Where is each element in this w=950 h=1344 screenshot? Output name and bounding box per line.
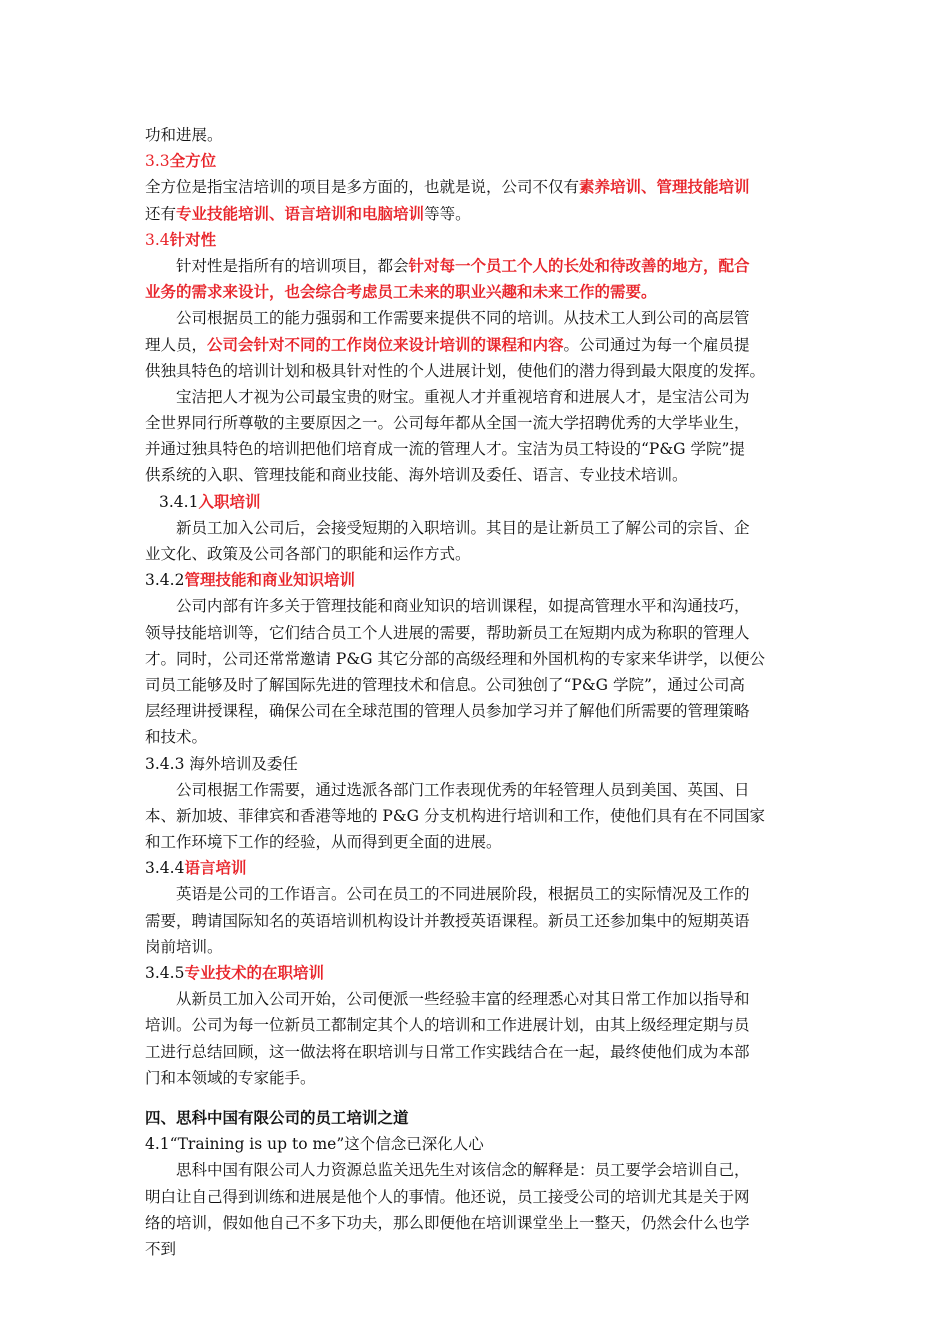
paragraph-line [145,253,810,279]
paragraph-line: 供独具特色的培训计划和极具针对性的个人进展计划，使他们的潜力得到最大限度的发挥。 [145,361,766,380]
highlight-text: 业务的需求来设计，也会综合考虑员工未来的职业兴趣和未来工作的需要。 [145,283,657,302]
section-title: 专业技术的在职培训 [184,964,324,982]
paragraph-line: 业文化、政策及公司各部门的职能和运作方式。 [145,545,471,563]
section-heading-3-4-4 [145,855,810,881]
paragraph-line: 工进行总结回顾，这一做法将在职培训与日常工作实践结合在一起，最终使他们成为本部 [145,1042,750,1061]
paragraph-line: 公司内部有许多关于管理技能和商业知识的培训课程，如提高管理水平和沟通技巧， [176,597,750,616]
text-run: 理人员， [145,335,208,354]
paragraph-line: 本、新加坡、菲律宾和香港等地的 P&G 分支机构进行培训和工作，使他们具有在不同国家 [145,806,765,825]
paragraph-line: 需要，聘请国际知名的英语培训机构设计并教授英语课程。新员工还参加集中的短期英语 [145,911,750,930]
paragraph-line: 并通过独具特色的培训把他们培育成一流的管理人才。宝洁为员工特设的“P&G 学院”提 [145,440,745,459]
paragraph-line: 明白让自己得到训练和进展是他个人的事情。他还说，员工接受公司的培训尤其是关于网 [145,1187,750,1206]
text-run: 。公司通过为每一个雇员提 [563,335,750,354]
paragraph-line: 和工作环境下工作的经验，从而得到更全面的进展。 [145,833,502,852]
paragraph-line: 功和进展。 [145,126,223,144]
section-number: 3.4.2 [145,571,185,590]
paragraph-line: 培训。公司为每一位新员工都制定其个人的培训和工作进展计划，由其上级经理定期与员 [145,1016,750,1035]
section-heading-3-4-3: 3.4.3 海外培训及委任 [145,754,298,773]
paragraph-line: 从新员工加入公司开始，公司便派一些经验丰富的经理悉心对其日常工作加以指导和 [176,990,750,1009]
text-run: 针对性是指所有的培训项目，都会 [176,256,409,275]
highlight-text: 专业技能培训 [176,204,270,223]
paragraph-line: 公司根据员工的能力强弱和工作需要来提供不同的培训。从技术工人到公司的高层管 [176,309,750,328]
paragraph-line: 才。同时，公司还常常邀请 P&G 其它分部的高级经理和外国机构的专家来华讲学，以便公 [145,649,765,668]
paragraph-line: 门和本领域的专家能手。 [145,1068,316,1087]
highlight-text: 、 [641,178,657,197]
paragraph-line: 思科中国有限公司人力资源总监关迅先生对该信念的解释是：员工要学会培训自己， [176,1161,750,1180]
paragraph-line: 英语是公司的工作语言。公司在员工的不同进展阶段，根据员工的实际情况及工作的 [176,885,750,904]
paragraph-line: 全世界同行所尊敬的主要原因之一。公司每年都从全国一流大学招聘优秀的大学毕业生， [145,414,750,433]
section-title: 全方位 [169,152,217,171]
section-heading-3-4-5 [145,960,810,986]
section-heading-3-4-2 [145,567,810,593]
section-heading-3-3 [145,148,810,174]
section-heading-4-1: 4.1“Training is up to me”这个信念已深化人心 [145,1135,484,1154]
paragraph-line [145,279,810,305]
section-number: 3.3 [145,152,170,171]
paragraph-line: 宝洁把人才视为公司最宝贵的财宝。重视人才并重视培育和进展人才，是宝洁公司为 [176,387,750,406]
paragraph-line [145,201,810,227]
paragraph-line [145,332,810,358]
section-number: 3.4.1 [159,492,199,511]
section-title: 入职培训 [198,492,261,511]
section-heading-3-4-1 [145,489,810,515]
section-number: 3.4.4 [145,859,185,878]
paragraph-line: 供系统的入职、管理技能和商业技能、海外培训及委任、语言、专业技术培训。 [145,466,688,485]
text-run: 还有 [145,204,177,223]
highlight-text: 针对每一个员工个人的长处和待改善的地方，配合 [408,256,750,275]
chapter-heading: 四、思科中国有限公司的员工培训之道 [145,1108,409,1127]
paragraph-line: 公司根据工作需要，通过选派各部门工作表现优秀的年轻管理人员到美国、英国、日 [176,780,750,799]
spacer [145,1091,810,1105]
paragraph-line: 和技术。 [145,728,208,747]
highlight-text: 管理技能培训 [656,178,750,197]
section-title: 语言培训 [184,859,247,878]
highlight-text: 公司会针对不同的工作岗位来设计培训的课程和内容 [207,335,564,354]
paragraph-line: 领导技能培训等，它们结合员工个人进展的需要，帮助新员工在短期内成为称职的管理人 [145,623,750,642]
section-number: 3.4.5 [145,964,185,982]
paragraph-line: 层经理讲授课程，确保公司在全球范围的管理人员参加学习并了解他们所需要的管理策略 [145,702,750,721]
highlight-text: 语言培训和电脑培训 [284,204,425,223]
section-number: 3.4 [145,230,170,249]
paragraph-line: 络的培训，假如他自己不多下功夫，那么即便他在培训课堂坐上一整天，仍然会什么也学 [145,1213,750,1232]
highlight-text: 素养培训 [579,178,642,197]
section-heading-3-4 [145,227,810,253]
text-run: 全方位是指宝洁培训的项目是多方面的，也就是说，公司不仅有 [145,178,580,197]
paragraph-line: 司员工能够及时了解国际先进的管理技术和信息。公司独创了“P&G 学院”，通过公司高 [145,675,745,694]
text-run: 等等。 [424,204,471,223]
highlight-text: 、 [269,204,285,223]
document-page [145,122,810,1262]
paragraph-line: 新员工加入公司后，会接受短期的入职培训。其目的是让新员工了解公司的宗旨、企 [176,518,750,537]
paragraph-line [145,174,810,200]
paragraph-line: 岗前培训。 [145,937,223,956]
section-title: 管理技能和商业知识培训 [184,571,355,590]
paragraph-line: 不到 [145,1239,177,1258]
section-title: 针对性 [169,230,217,249]
